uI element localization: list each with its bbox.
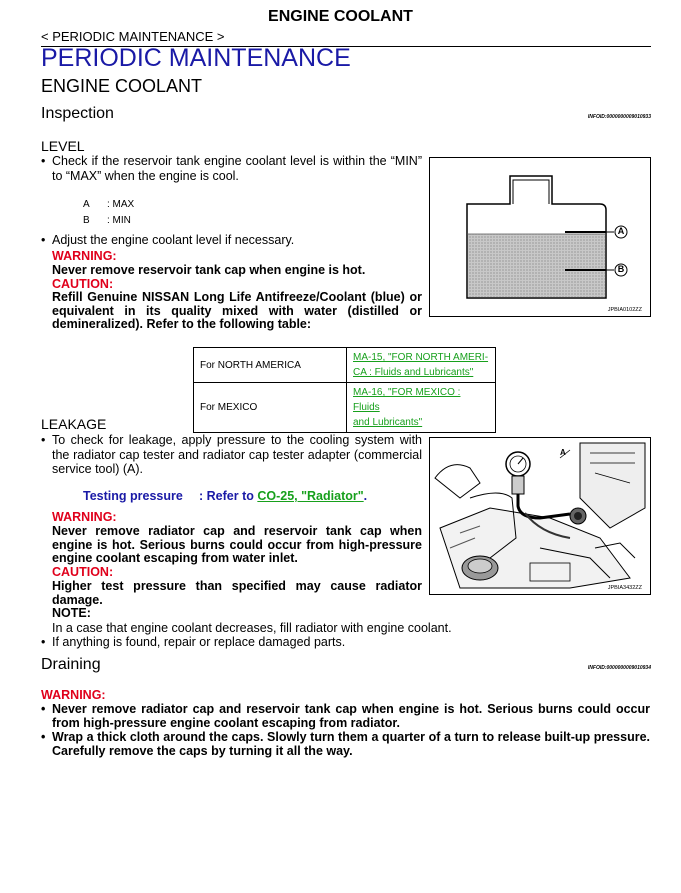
leakage-bullet-2: If anything is found, repair or replace damaged parts.	[52, 635, 346, 649]
table-cell-region: For MEXICO	[194, 383, 347, 433]
level-warning-label: WARNING:	[52, 249, 117, 263]
inspection-infoid: INFOID:0000000009010933	[587, 114, 651, 120]
link-line[interactable]: MA-16, "FOR MEXICO : Fluids	[353, 387, 461, 413]
table-row	[194, 348, 496, 383]
bullet-dot: •	[41, 433, 46, 447]
leakage-warning-label: WARNING:	[52, 510, 117, 524]
testing-pressure-label: Testing pressure	[83, 489, 183, 503]
leakage-caution-label: CAUTION:	[52, 565, 114, 579]
testing-pressure-value	[199, 489, 367, 503]
header-title: ENGINE COOLANT	[268, 8, 413, 25]
inspection-heading: Inspection	[41, 105, 114, 122]
level-bullet-1: Check if the reservoir tank engine coolant level is within the “MIN” to “MAX” when the engine is cool.	[52, 154, 422, 183]
radiator-link[interactable]: CO-25, "Radiator"	[257, 489, 364, 503]
radiator-tester-illustration	[430, 438, 650, 594]
page-subtitle: ENGINE COOLANT	[41, 76, 203, 96]
level-caution-text: Refill Genuine NISSAN Long Life Antifreeze/Coolant (blue) or equivalent in its quality mixed with water (distilled or demineralized). Refer to the following table:	[52, 290, 422, 331]
fluids-table	[193, 347, 496, 433]
legend-b-key: B	[83, 215, 90, 226]
page-title: PERIODIC MAINTENANCE	[41, 44, 351, 72]
bullet-dot: •	[41, 635, 46, 649]
bullet-dot: •	[41, 730, 46, 744]
level-warning-text: Never remove reservoir tank cap when engine is hot.	[52, 263, 366, 277]
level-caution-label: CAUTION:	[52, 277, 114, 291]
bullet-dot: •	[41, 154, 46, 168]
draining-heading: Draining	[41, 656, 101, 673]
leakage-heading: LEAKAGE	[41, 416, 107, 432]
draining-item-2: Wrap a thick cloth around the caps. Slowly turn them a quarter of a turn to release built-up pressure. Carefully remove the caps by turning it all the way.	[52, 730, 650, 758]
table-cell-link[interactable]	[347, 383, 496, 433]
draining-infoid: INFOID:0000000009010934	[587, 665, 651, 671]
leakage-caution-text: Higher test pressure than specified may cause radiator damage.	[52, 579, 422, 607]
radiator-tester-figure	[429, 437, 651, 595]
legend-a-key: A	[83, 199, 90, 210]
figure-id: JPBIA3432ZZ	[607, 585, 642, 591]
bullet-dot: •	[41, 702, 46, 716]
bullet-dot: •	[41, 233, 46, 247]
table-cell-region: For NORTH AMERICA	[194, 348, 347, 383]
draining-item-1: Never remove radiator cap and reservoir tank cap when engine is hot. Serious burns could occur from high-pressure engine coolant escaping from radiator.	[52, 702, 650, 730]
link-line[interactable]: CA : Fluids and Lubricants"	[353, 367, 474, 378]
figure-id: JPBIA0102ZZ	[607, 307, 642, 313]
level-heading: LEVEL	[41, 138, 85, 154]
legend-a-value: : MAX	[107, 199, 135, 210]
figure-callout-b: B	[617, 264, 625, 274]
figure-callout-a: A	[617, 226, 625, 236]
breadcrumb[interactable]: < PERIODIC MAINTENANCE >	[41, 29, 225, 44]
draining-warning-label: WARNING:	[41, 688, 106, 702]
leakage-note-text: In a case that engine coolant decreases, fill radiator with engine coolant.	[52, 621, 452, 635]
link-line[interactable]: and Lubricants"	[353, 417, 423, 428]
level-bullet-2: Adjust the engine coolant level if necessary.	[52, 233, 295, 247]
testing-end: .	[363, 489, 368, 503]
reservoir-tank-illustration	[430, 158, 650, 316]
leakage-bullet-1: To check for leakage, apply pressure to the cooling system with the radiator cap tester and radiator cap tester adapter (commercial service tool) (A).	[52, 433, 422, 476]
table-cell-link[interactable]	[347, 348, 496, 383]
legend-b-value: : MIN	[107, 215, 131, 226]
leakage-warning-text: Never remove radiator cap and reservoir tank cap when engine is hot. Serious burns could occur from high-pressure engine coolant escaping from water inlet.	[52, 524, 422, 565]
leakage-note-label: NOTE:	[52, 606, 91, 620]
link-line[interactable]: MA-15, "FOR NORTH AMERI-	[353, 352, 489, 363]
reservoir-figure	[429, 157, 651, 317]
figure-callout-a: A	[560, 448, 566, 457]
testing-refer: : Refer to	[199, 489, 258, 503]
table-row	[194, 383, 496, 433]
